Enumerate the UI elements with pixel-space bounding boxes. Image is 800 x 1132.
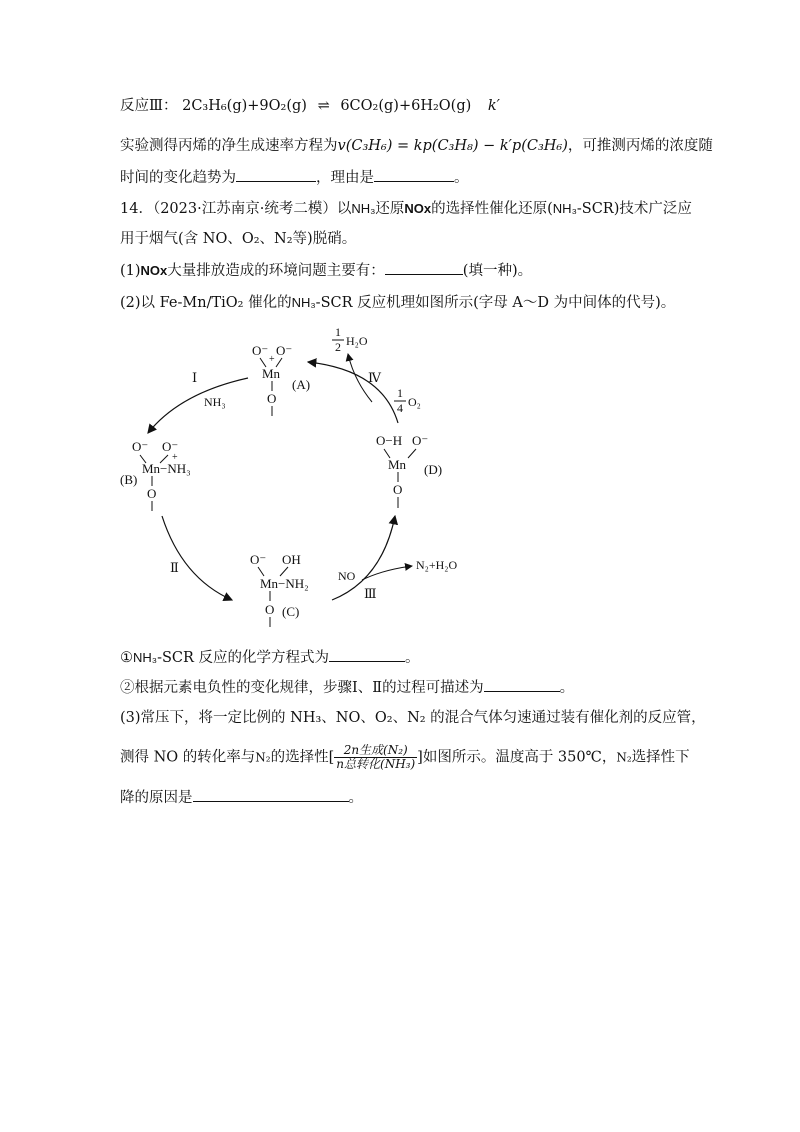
trend-line	[120, 169, 469, 187]
step4-label: Ⅳ	[368, 370, 381, 385]
sub1-text: 大量排放造成的环境问题主要有：	[167, 263, 385, 279]
d-o-right: O⁻	[412, 433, 429, 448]
reaction3-lhs: 2C₃H₆(g)+9O₂(g)	[182, 98, 307, 114]
half-num: 1	[335, 325, 341, 339]
q-circle1-nh3: NH₃	[133, 650, 158, 665]
half-den: 2	[335, 340, 341, 354]
sub3-n2-b: N₂	[616, 750, 632, 765]
scr-mechanism-diagram	[110, 318, 500, 643]
a-o-right: O⁻	[276, 343, 293, 358]
rate-text-a: 实验测得丙烯的净生成速率方程为	[120, 138, 338, 154]
q-circle2-b: 。	[559, 680, 575, 696]
step3-reagent: NO	[338, 569, 356, 583]
step2-label: Ⅱ	[170, 560, 179, 575]
b-o-left: O⁻	[132, 439, 149, 454]
trend-text-d: ，理由是	[316, 170, 374, 186]
q-circle1-blank[interactable]	[329, 649, 405, 662]
sub3-text-d: 选择性下	[631, 749, 690, 766]
b-o-right: O⁻	[162, 439, 179, 454]
q14-text-a: 14．（2023·江苏南京·统考二模）以	[120, 201, 352, 217]
sub1-prefix: (1)	[120, 263, 141, 279]
sub1-blank[interactable]	[385, 262, 463, 275]
step2-arrow	[162, 516, 232, 600]
c-oh: OH	[282, 552, 301, 567]
intermediate-b	[120, 439, 191, 511]
d-o-bottom: O	[393, 482, 403, 497]
sub3-blank[interactable]	[193, 789, 349, 802]
c-label: (C)	[282, 604, 300, 619]
n2-selectivity-fraction	[334, 744, 417, 771]
sub3-line3-end: 。	[348, 790, 363, 806]
b-label: (B)	[120, 472, 138, 487]
a-o-left: O⁻	[252, 343, 269, 358]
q14-nh3: NH₃	[351, 201, 376, 216]
step1-arrow	[148, 378, 248, 433]
sub3-line2	[120, 744, 690, 771]
d-bond-right	[408, 449, 416, 458]
h2o-product: H₂O	[346, 334, 368, 348]
rate-equation-line	[120, 137, 713, 155]
reason-blank[interactable]	[374, 169, 454, 182]
quarter-den: 4	[397, 401, 403, 415]
sub3-line3-text: 降的原因是	[120, 790, 193, 806]
b-plus: +	[172, 452, 178, 463]
q14-line1	[120, 200, 692, 218]
step1-reagent: NH₃	[204, 395, 226, 409]
b-o-bottom: O	[147, 486, 157, 501]
sub3-text-a: 测得 NO 的转化率与	[120, 749, 256, 766]
q-circle1-b: -SCR 反应的化学方程式为	[157, 650, 330, 666]
d-mn: Mn	[388, 457, 407, 472]
rate-equation: v(C₃H₆) = kp(C₃H₈) − k′p(C₃H₆)	[337, 138, 568, 154]
c-bond-left	[258, 567, 264, 576]
intermediate-a	[252, 343, 310, 416]
q-circle1-c: 。	[405, 650, 420, 666]
a-plus: +	[269, 354, 275, 365]
q-circle2-a: ②根据元素电负性的变化规律，步骤Ⅰ、Ⅱ的过程可描述为	[120, 680, 484, 696]
sub3-line3	[120, 789, 363, 807]
reaction3-line	[120, 97, 500, 115]
sub2-a: (2)以 Fe-Mn/TiO₂ 催化的	[120, 295, 292, 311]
fraction-denominator: n总转化(NH₃)	[336, 757, 416, 771]
q-circle1-a: ①	[120, 650, 133, 666]
sub2-line	[120, 294, 675, 312]
c-o-bottom: O	[265, 602, 275, 617]
sub1-nox: NOx	[140, 263, 168, 278]
q14-line2: 用于烟气(含 NO、O₂、N₂等)脱硝。	[120, 231, 357, 247]
step3-label: Ⅲ	[364, 586, 377, 601]
sub2-b: -SCR 反应机理如图所示(字母 A～D 为中间体的代号)。	[315, 295, 676, 311]
a-o-bottom: O	[267, 391, 277, 406]
step1-label: Ⅰ	[192, 370, 198, 385]
trend-blank[interactable]	[236, 169, 316, 182]
reaction3-rhs: 6CO₂(g)+6H₂O(g)	[340, 98, 472, 114]
a-label: (A)	[292, 377, 311, 392]
q14-text-c: 的选择性催化还原(	[431, 201, 553, 217]
quarter-num: 1	[397, 386, 403, 400]
q14-nh3-b: NH₃	[552, 201, 577, 216]
q14-text-d: -SCR)技术广泛应	[576, 201, 692, 217]
c-bond-right	[280, 567, 288, 576]
d-oh: O−H	[376, 433, 403, 448]
intermediate-d	[376, 433, 442, 508]
sub2-nh3: NH₃	[291, 295, 316, 310]
sub3-text-b: 的选择性[	[270, 749, 335, 766]
a-mn: Mn	[262, 366, 281, 381]
q-circle2-line	[120, 679, 574, 697]
sub1-line	[120, 262, 532, 280]
d-label: (D)	[424, 462, 443, 477]
reaction3-label: 反应Ⅲ：	[120, 98, 178, 114]
step3-product: N₂+H₂O	[416, 558, 458, 572]
q14-text-b: 还原	[375, 201, 405, 217]
o2-reagent: O₂	[408, 395, 421, 409]
fraction-numerator: 2n生成(N₂)	[334, 744, 417, 758]
sub3-n2: N₂	[255, 750, 271, 765]
c-mn-nh2: Mn−NH₂	[260, 576, 309, 591]
q-circle2-blank[interactable]	[484, 679, 560, 692]
reaction3-arrow: ⇌	[317, 98, 330, 114]
b-mn-nh3: Mn−NH₃	[142, 461, 191, 476]
trend-text-e: 。	[454, 170, 469, 186]
sub1-tail: (填一种)。	[462, 263, 533, 279]
intermediate-c	[250, 552, 309, 627]
q14-nox: NOx	[404, 201, 432, 216]
c-o-left: O⁻	[250, 552, 267, 567]
q-circle1-line	[120, 649, 420, 667]
sub3-line1: (3)常压下，将一定比例的 NH₃、NO、O₂、N₂ 的混合气体匀速通过装有催化剂的反应管，	[120, 710, 706, 726]
rate-text-b: ，可推测丙烯的浓度随	[567, 138, 713, 154]
reaction3-k: k′	[487, 98, 500, 114]
sub3-text-c: ]如图所示。温度高于 350℃，	[417, 749, 617, 766]
trend-text-c: 时间的变化趋势为	[120, 170, 236, 186]
